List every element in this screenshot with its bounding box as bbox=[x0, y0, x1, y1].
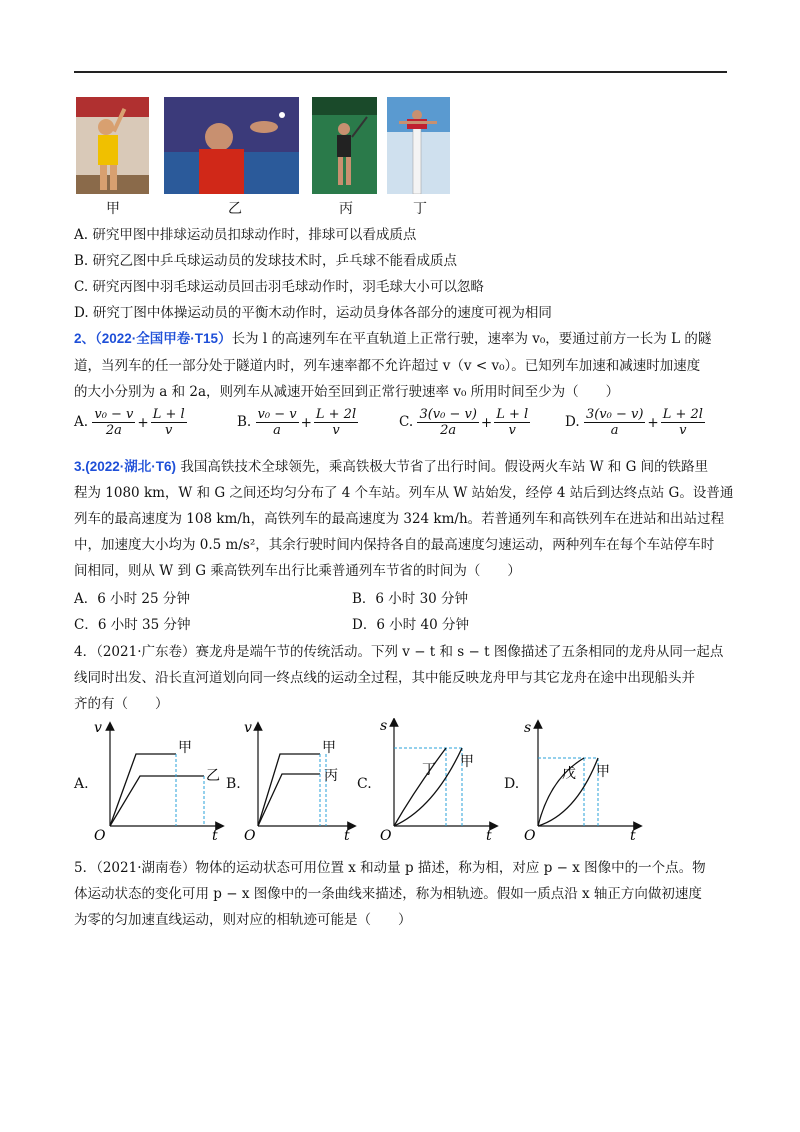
q1-option-b: B. 研究乙图中乒乓球运动员的发球技术时，乒乓球不能看成质点 bbox=[74, 253, 458, 269]
photo-caption-2: 乙 bbox=[228, 201, 242, 217]
graph-a bbox=[92, 718, 227, 840]
q2-option-a: A. $\frac{\text{v₀ − v}}{2a}$ + $\frac{L + l}{v}$ bbox=[74, 407, 185, 438]
q5-line-1: 5．（2021·湖南卷）物体的运动状态可用位置 x 和动量 p 描述，称为相，对应 p − x 图像中的一个点。物 bbox=[74, 860, 706, 876]
q2-line-2: 道，当列车的任一部分处于隧道内时，列车速率都不允许超过 v（v < v₀）。已知列车加速和减速时加速度 bbox=[74, 358, 701, 374]
svg-text:v: v bbox=[244, 720, 252, 736]
q2-line-3: 的大小分别为 a 和 2a，则列车从减速开始至回到正常行驶速率 v₀ 所用时间至少为（ ） bbox=[74, 384, 620, 400]
photo-table-tennis bbox=[164, 97, 299, 194]
svg-text:戊: 戊 bbox=[562, 766, 576, 782]
svg-text:O: O bbox=[94, 828, 106, 840]
q2-text-1: 长为 l 的高速列车在平直轨道上正常行驶，速率为 v₀，要通过前方一长为 L 的隧 bbox=[231, 331, 712, 347]
graph-c-curve-ding bbox=[394, 748, 446, 826]
photo-volleyball bbox=[76, 97, 149, 194]
q3-source: 3.(2022·湖北·T6) bbox=[74, 459, 177, 474]
photo-caption-4: 丁 bbox=[413, 201, 427, 217]
photo-row bbox=[76, 97, 456, 197]
graph-c-curve-jia bbox=[394, 748, 462, 826]
q5-line-2: 体运动状态的变化可用 p − x 图像中的一条曲线来描述，称为相轨迹。假如一质点沿 x 轴正方向做初速度 bbox=[74, 886, 702, 902]
q3-line-1 bbox=[74, 458, 708, 476]
header-rule bbox=[74, 71, 727, 73]
q3-option-a: A．6 小时 25 分钟 bbox=[74, 591, 190, 607]
graph-c bbox=[376, 718, 501, 840]
svg-text:O: O bbox=[380, 828, 392, 840]
graph-a-curve-yi bbox=[110, 776, 204, 826]
q1-option-c: C. 研究丙图中羽毛球运动员回击羽毛球动作时，羽毛球大小可以忽略 bbox=[74, 279, 484, 295]
svg-text:丁: 丁 bbox=[422, 762, 436, 778]
q3-option-c: C．6 小时 35 分钟 bbox=[74, 617, 191, 633]
svg-text:v: v bbox=[94, 720, 102, 736]
q5-line-3: 为零的匀加速直线运动，则对应的相轨迹可能是（ ） bbox=[74, 912, 412, 928]
photo-caption-1: 甲 bbox=[106, 201, 120, 217]
q4-line-2: 线同时出发、沿长直河道划向同一终点线的运动全过程，其中能反映龙舟甲与其它龙舟在途中出现船头并 bbox=[74, 670, 695, 686]
q2-number: 2、 bbox=[74, 331, 96, 346]
graph-d-label: D. bbox=[504, 776, 520, 792]
svg-text:t: t bbox=[344, 828, 350, 840]
q3-line-2: 程为 1080 km，W 和 G 之间还均匀分布了 4 个车站。列车从 W 站始发，经停 4 站后到达终点站 G。设普通 bbox=[74, 485, 734, 501]
svg-text:甲: 甲 bbox=[596, 764, 610, 780]
q3-line-5: 间相同，则从 W 到 G 乘高铁列车出行比乘普通列车节省的时间为（ ） bbox=[74, 563, 521, 579]
q3-option-b: B．6 小时 30 分钟 bbox=[352, 591, 469, 607]
graph-b-curve-bing bbox=[258, 774, 320, 826]
svg-text:t: t bbox=[630, 828, 636, 840]
q2-option-d: D. $\frac{\text{3(v₀ − v)}}{a}$ + $\frac{L + 2l}{v}$ bbox=[565, 407, 703, 438]
graph-b-label: B. bbox=[226, 776, 241, 792]
q2-option-b: B. $\frac{\text{v₀ − v}}{a}$ + $\frac{L + 2l}{v}$ bbox=[237, 407, 357, 438]
graph-a-curve-jia bbox=[110, 754, 176, 826]
svg-text:甲: 甲 bbox=[322, 740, 336, 756]
q3-line-4: 中，加速度大小均为 0.5 m/s²，其余行驶时间内保持各自的最高速度匀速运动，两种列车在每个车站停车时 bbox=[74, 537, 715, 553]
graph-b-curve-jia bbox=[258, 754, 320, 826]
svg-text:丙: 丙 bbox=[324, 768, 338, 784]
q3-line-3: 列车的最高速度为 108 km/h，高铁列车的最高速度为 324 km/h。若普通列车和高铁列车在进站和出站过程 bbox=[74, 511, 725, 527]
svg-text:O: O bbox=[244, 828, 256, 840]
q1-option-a: A. 研究甲图中排球运动员扣球动作时，排球可以看成质点 bbox=[74, 227, 417, 243]
q3-option-d: D．6 小时 40 分钟 bbox=[352, 617, 469, 633]
svg-text:甲: 甲 bbox=[178, 740, 192, 756]
graph-b bbox=[240, 718, 360, 840]
q2-line-1 bbox=[74, 330, 711, 348]
svg-text:s: s bbox=[524, 720, 532, 736]
graph-d bbox=[520, 718, 645, 840]
q3-text-1: 我国高铁技术全球领先，乘高铁极大节省了出行时间。假设两火车站 W 和 G 间的铁路里 bbox=[180, 459, 709, 475]
graph-a-label: A. bbox=[74, 776, 89, 792]
svg-text:甲: 甲 bbox=[460, 754, 474, 770]
q1-option-d: D. 研究丁图中体操运动员的平衡木动作时，运动员身体各部分的速度可视为相同 bbox=[74, 305, 552, 321]
q4-line-3: 齐的有（ ） bbox=[74, 696, 169, 712]
svg-text:乙: 乙 bbox=[206, 768, 220, 784]
photo-caption-3: 丙 bbox=[339, 201, 353, 217]
photo-balance-beam bbox=[387, 97, 450, 194]
svg-text:O: O bbox=[524, 828, 536, 840]
graph-c-label: C. bbox=[357, 776, 372, 792]
graph-d-curve-wu bbox=[538, 758, 584, 826]
q2-source: （2022·全国甲卷·T15） bbox=[95, 331, 232, 346]
svg-text:t: t bbox=[486, 828, 492, 840]
svg-text:t: t bbox=[212, 828, 218, 840]
photo-badminton bbox=[312, 97, 377, 194]
q4-line-1: 4．（2021·广东卷）赛龙舟是端午节的传统活动。下列 v − t 和 s − t 图像描述了五条相同的龙舟从同一起点 bbox=[74, 644, 724, 660]
q2-option-c: C. $\frac{\text{3(v₀ − v)}}{2a}$ + $\frac{L + l}{v}$ bbox=[399, 407, 529, 438]
svg-text:s: s bbox=[380, 718, 388, 734]
